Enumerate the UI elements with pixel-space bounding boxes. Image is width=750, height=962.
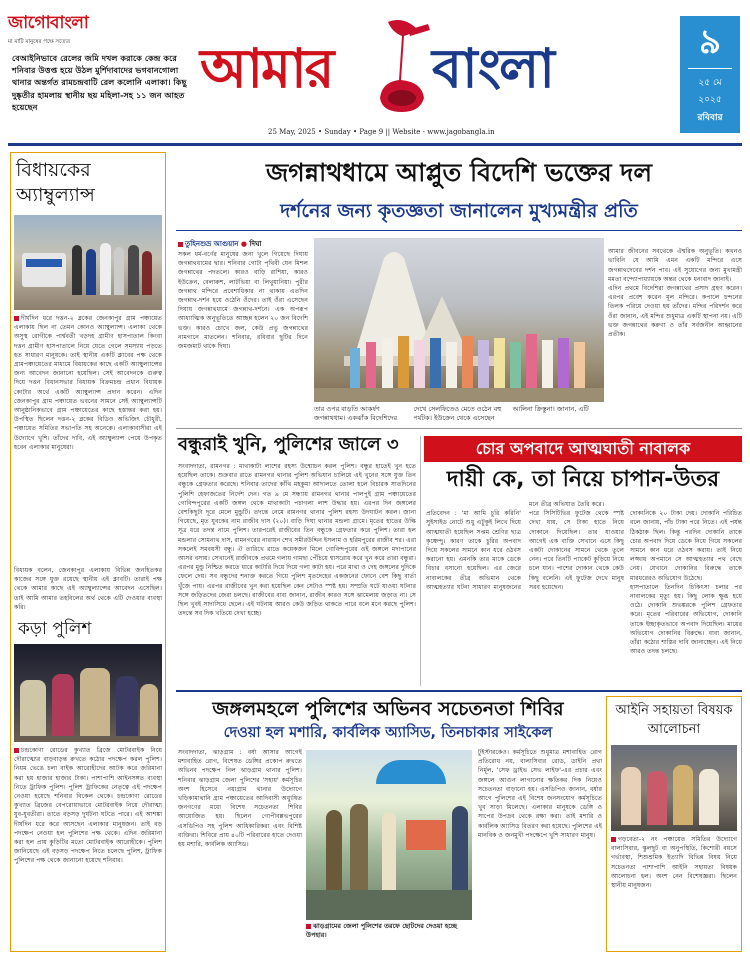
temple-photo (314, 238, 604, 402)
masthead-right-word: বাংলা (432, 36, 553, 100)
lead-body-left: সকল ধর্ম-বর্ণের মানুষের জন্য খুলে গিয়েছে দিঘায় জগন্নাথধামের দ্বার। শনিবার গোটা পৃথিবী যেন মিশল জগন্নাথের পদতলে। কারও বাড়ি রাশিয়া, কারও ইউক্রেন, বেলারুশ, লাটভিয়া বা লিথুয়ানিয়া। পুরীর জগন্নাথ মন্দিরে প্রবেশাধিকার না থাকায় এতদিন জগন্নাথ-দর্শন হয়ে ওঠেনি ওঁদের। তাই ওঁরা এসেছেন দিঘায় জগন্নাথধামে জগন্নাথ-দর্শনে। এক অপরূপ আধ্যাত্মিক অনুভূতিতে আচ্ছন্ন হলেন ২০ জন বিদেশি ভক্ত। কারও চোখে জল, কেউ প্রভু জগন্নাথের নামগানে মাতলেন। শনিবার, রবিবার ছুটির দিনে জমজমাট থাকে দিঘা। (178, 251, 308, 351)
brand-small-name: জাগোবাংলা (8, 13, 89, 33)
teaser-text: বেআইনিভাবে রেলের জমি দখল করাকে কেন্দ্র করে শনিবার উত্তপ্ত হয়ে উঠল মুর্শিদাবাদের ভগবানগোলা থানার অন্তর্গত রামচন্দ্রবাটি রেল কলোনি এলাকা। কিছু দুষ্কৃতীর হামলায় স্থানীয় ছয় মহিলা-সহ ১১ জন আহত হয়েছেন (12, 53, 187, 112)
legal-box (606, 696, 742, 952)
thief-kicker-band (424, 436, 742, 462)
thief-kicker: চোর অপবাদে আত্মঘাতী নাবালক (475, 439, 691, 458)
page-number: ৯ (698, 22, 722, 62)
date-text: ২৫ মে (698, 78, 722, 88)
lead-bottom-rule (176, 428, 742, 429)
ambulance-photo (14, 215, 162, 310)
legal-photo (611, 745, 737, 831)
lead-subhead: দর্শনের জন্য কৃতজ্ঞতা জানালেন মুখ্যমন্ত্রীর প্রতি (280, 200, 638, 222)
lead-body-right: আমার জীবনের সবথেকে ঐশ্বরিক অনুভূতি। কখনও ভাবিনি যে আমি এমন একটি মন্দিরে এসে জগন্নাথদেবের দর্শন পাব। এই সুযোগের জন্য মুখ্যমন্ত্রী মমতা বন্দ্যোপাধ্যায়কে অন্তর থেকে ধন্যবাদ জানাই। এদিন প্রথমে বিদেশিরা জগন্নাথের প্রসাদ গ্রহণ করেন। এরপর প্রবেশ করেন মূল মন্দিরে। কপালে চন্দনের তিলক পরিয়ে দেওয়া হয় তাঁদের। মন্দির পরিদর্শন করে ওঁরা জানান, এই মন্দির শুধুমাত্র একটি স্থাপনা নয়। এটি ভক্ত জগন্নাথের করুণা ও তাঁর সর্বজনীন আহ্বানের প্রতীক। (608, 248, 742, 339)
ektara-icon (368, 20, 438, 112)
thief-body-left: প্রতিবেদন : 'মা আমি চুরি করিনি' সুইসাইড নোটে শুধু এটুকুই লিখে দিয়ে আত্মঘাতী হয়েছিল সপ্তম শ্রেণির ছাত্র কৃষ্ণেন্দু। কারণ তাকে চুরির অপবাদ দিয়ে সকলের সামনে কান ধরে ওঠবস করানো হয়। এমনকি তার মাকে ডেকে বিচার বসানো হয়েছিল। এর জেরে নাবালকের তীব্র অভিমান থেকে আত্মহত্যার ঘটনা সাধারণ মানুষজনের মনে তীব্র অভিঘাত তৈরি করে। পরে সিসিটিভির ফুটেজ থেকে স্পষ্ট দেখা যায়, সে টাকা হাতে নিয়ে দোকানে দিয়েছিল। তার যাওয়ার আগেই এক ব্যক্তি সেখানে এসে কিছু একটা দোকানের সামনে থেকে তুলে নেন। পরে তিনটি প্যাকেট কুড়িয়ে নিয়ে চলে যান। পাশের দোকান থেকে কেউ কিছু বলেনি। এই ফুটেজ দেখে মানুষ সরব হয়েছেন। (426, 501, 624, 591)
temple-photo-caption: তার ওপর বাড়তি আকর্ষণ জগন্নাথধাম। একঝাঁক বিদেশিদের দেখে সেলফিতেও মেতে ওঠেন বহু পর্যটক। ইউক্রেন থেকে এসেছেন আলিনা ক্রিস্তুনা। জানান, এটি (314, 405, 589, 422)
legal-title: আইনি সহায়তা বিষয়ক আলোচনা (615, 703, 733, 737)
dateline: 25 May, 2025 • Sunday • Page 9 || Website - www.jagobangla.in (268, 128, 495, 136)
front-teaser[interactable] (12, 52, 187, 140)
masthead (200, 20, 660, 112)
lead-headline: জগন্নাথধামে আপ্লুত বিদেশি ভক্তের দল (265, 158, 653, 187)
thief-headline: দায়ী কে, তা নিয়ে চাপান-উতর (446, 467, 720, 492)
camp-subhead: দেওয়া হল মশারি, কার্বলিক অ্যাসিড, তিনচাকার সাইকেল (223, 725, 553, 741)
story-police-title: কড়া পুলিশ (18, 619, 92, 639)
camp-body-left: সংবাদদাতা, ঝাড়গ্রাম : বর্ষা আসার আগেই মশাবাহিত রোগ, বিশেষত ডেঙ্গির প্রকোপ রুখতে অভিনব পদক্ষেপ নিল ঝাড়গ্রাম থানার পুলিশ। শনিবার ঝাড়গ্রাম জেলা পুলিশের 'সহায়' কর্মসূচির অংশ হিসেবে নয়াগ্রাম থানার উদ্যোগে খড়িকামাথানি গ্রাম পঞ্চায়েতের আদিবাসী অধ্যুষিত জনগণের মধ্যে বিশেষ সচেতনতা শিবির আয়োজিত হয়। ছিলেন গোপীবল্লভপুরের এসডিপিও সহ পুলিশ আধিকারিকরা এবং বিশিষ্ট ব্যক্তিরা। শিবিরে প্রায় ৪০টি পরিবারের হাতে দেওয়া হয় মশারি, কার্বলিক অ্যাসিড। (178, 749, 302, 849)
brand-tagline: মা মাটি মানুষের পক্ষে সত্যের (8, 39, 71, 45)
story-ambulance-body-2: বিধায়ক বলেন, জেনকাপুর এলাকায় বিভিন্ন জনহিতকর কাজের সঙ্গে যুক্ত রয়েছে স্থানীয় এই ক্লাবটি। তারাই পক্ষ থেকে আমার কাছে এই অ্যাম্বুল্যান্সের আবেদন এসেছিল। তাই আমি আমার তহবিলের অর্থ থেকে এটি দেওয়ার ব্যবস্থা করি। (14, 567, 162, 611)
murder-body: সংবাদদাতা, রামনগর : মাথাকাটা লাশের রহস্য উন্মোচন করল পুলিশ। বন্ধুর হাতেই খুন হতে হয়েছিল তাকে। শুক্রবার রাতে রামনগর থানার পুলিশ অভিযান চালিয়ে এই খুনের সঙ্গে যুক্ত তিন বন্ধুকে গ্রেফতার করেছে। শনিবার তাদের কাঁথি মহকুমা আদালতে তোলা হলে বিচারক সাতদিনের পুলিশি হেফাজতের নির্দেশ দেন। গত ৯ মে সন্ধ্যায় রামনগর থানার পালপুই গ্রাম পঞ্চায়েতের গোবিন্দপুরের একটি জঙ্গল থেকে মাথাকাটা পচাগলা লাশ উদ্ধার হয়। এরপর দিন জঙ্গলের বেশকিছুটা দূরে মেলে মুন্ডুটি। তদন্তে নেমে রামনগর থানার পুলিশ রহস্য উদঘাটন করল। জানা গিয়েছে, মৃত যুবকের নাম রাজীব দাস (২০)। বাড়ি দিঘা থানার মন্ডলা গ্রামে। মৃতের হাতের উল্কি সূত্র ধরে তদন্ত নামে পুলিশ। তারপরেই রাজীবের তিন বন্ধুকে গ্রেফতার করে পুলিশ। তারা হল মন্ডলার সোমনাথ দাস, রামনগরের নারায়ন শেখ সমীরউদ্দিন ইসলাম ও হরিমপুরের রাজীব শর। এরা সকলেই সমবয়সী বন্ধু। ঐ তারিখে রাতে কয়েকজন মিলে গোবিন্দপুরের ওই জঙ্গলে মদ্যপানের আসর বসায়। সেখানেই রাজীবকে প্রথমে গলায় গামছা পেঁচিয়ে শ্বাসরোধ করে খুন করে তারা বন্ধুরা। এরপর মুন্ডু নিশ্চিত করতে ধারে কাটারি দিয়ে দিয়ে গলা কাটা হয়। পরে মাথা ও দেহ জঙ্গলের দুদিকে ফেলে দেয়। সব বন্ধুদের শনাক্ত করতে গিয়ে পুলিশ মৃতদেহের একজনের ফোনে বেশ কিছু বার্তা খুঁজে পায়। এরপর রাজীবের খুন করা হয়েছিল কেন সেটাও স্পষ্ট হয়। সম্প্রতি ঘটে যাওয়া ঘটনার সঙ্গে জড়িতদের জেরা চলছে। রাজীবের বাবা জানান, রাজীব কারও সঙ্গে ঝামেলায় জড়াত না। সে ছিল খুবই সাদাসিধে ছেলে। এই ঘটনায় আরও কেউ জড়িত থাকতে পারে বলে মনে করছে পুলিশ। তদন্তে সব দিক খতিয়ে দেখা হচ্ছে। (178, 463, 416, 618)
temple-illustration (314, 238, 604, 402)
bullet-icon (14, 316, 19, 321)
masthead-left-word: আমার (200, 36, 333, 100)
bullet-icon (611, 837, 616, 842)
legal-body: গড়বেতা-২ নং পঞ্চায়েত সমিতির উদ্যোগে বালাসিবার, স্কুলছুট বা অনুপস্থিতি, কিশোরী বয়সে গর্ভাবস্থা, শিশুশ্রমিক ইত্যাদি বিভিন্ন বিষয় নিয়ে সচেতনতা পাশাপাশি আইনি সহায়তা বিষয়ক আলোচনা হল। অংশ নেন বিশেষজ্ঞরা। ছিলেন স্থানীয় মানুষজন। (611, 836, 737, 890)
lead-sub-rule (176, 230, 742, 231)
date-box (680, 16, 740, 133)
camp-headline: জঙ্গলমহলে পুলিশের অভিনব সচেতনতা শিবির (212, 698, 564, 720)
camp-photo-caption: ঝাড়গ্রামের জেলা পুলিশের তরফে ছোটদের দেওয়া হচ্ছে উপহার। (306, 922, 458, 939)
story-ambulance-title: বিধায়কের অ্যাম্বুল্যান্স (16, 159, 95, 206)
camp-body-right: টুইস্টারকেও। কর্মসূচিতে শুধুমাত্র মশাবাহিত রোগ প্রতিরোধ নয়, বালাসিবার রোড, ডাইনি প্রথা নির্মূল, 'সেফ ড্রাইভ সেভ লাইফ'-এর প্রচার এবং জঙ্গলে আগুন লাগানোর ক্ষতিকর দিক নিয়েও সচেতনতা বাড়ানো হয়। এসডিপিও জানান, বর্ষার আগে পুলিশের এই বিশেষ জনসংযোগ কর্মসূচিতে খুব সাড়া মিলেছে। এলাকার মানুষকে ডেঙ্গি ও সাপের উপদ্রব থেকে রক্ষা করা। তাই মশারি ও কার্বলিক অ্যাসিড বিতরণ করা হয়েছে। পুলিশের এই মানবিক ও জনমুখী পদক্ষেপে খুশি সাধারণ মানুষ। (478, 749, 602, 839)
police-photo (14, 644, 162, 742)
lead-byline: তুহিনশুভ্র আগুয়ান ● দিঘা (178, 238, 261, 250)
day-text: রবিবার (697, 113, 723, 123)
thief-body-right: দোকানিকে ২০ টাকা দেয়। দোকানি পরিচিত বলে জানায়, পাঁচ টাকা পরে নিতে। এই পর্যন্ত ঠিকঠাক ছিল। কিন্তু পরদিন দোকানি তাকে চোর অপবাদ দিয়ে ডেকে নিয়ে গিয়ে সকলের সামনে কান ধরে ওঠবস করায়। তাই নিয়ে লজ্জায় অপমানে সে আত্মহত্যার পথ বেছে নেয়। যেখানে দোকানির বিরুদ্ধে তাকে মারধরেরও অভিযোগ উঠেছে। হাসপাতালে তিনদিন চিকিৎসা চলার পর নাবালকের মৃত্যু হয়। কিছু লোক ক্ষুব্ধ হয়ে ওঠে। দোকানি শুভঙ্করকে পুলিশ গ্রেফতার করে। মৃতের পরিবারের অভিযোগ, দোকানি তাকে ইচ্ছাকৃতভাবে অপবাদ দিয়েছিল। মায়ের অভিযোগ দোকানির বিরুদ্ধে। বাবা জানান, তাঁরা কঠোর শাস্তির দাবি জানাচ্ছেন। এই নিয়ে আরও তদন্ত চলছে। (630, 510, 742, 656)
mid-rule (176, 690, 742, 692)
bullet-icon (14, 748, 19, 753)
header-rule (8, 143, 742, 146)
camp-photo (306, 750, 472, 920)
year-text: ২০২৫ (698, 95, 722, 105)
story-police-body: চন্দ্রকোণা রোডের কুখ্যাত ব্রিজে মোটরবাইক নিয়ে দৌরাত্ম্যের বাড়বাড়ন্ত রুখতে কঠোর পদক্ষেপ করল পুলিশ। নিয়ম ভেঙে চলা বাইক আরোহীদের আটক করে জরিমানা করা হয় হাজার হাজার টাকা। পাশাপাশি আইনসঙ্গত ব্যবস্থা নিতে ট্রাফিক পুলিশ। পুলিশ ট্রাফিকের নেতৃত্বে এই পদক্ষেপ নেওয়া হয়েছে শনিবার বিকেল থেকে। চন্দ্রকোণা রোডের কুখ্যাত ব্রিজের বেপরোয়াভাবে মোটরবাইক নিয়ে দৌরাত্ম্য যুব-যুবতীরা। তাতে বড়সড় দুর্ঘটনা ঘটতে পারে। এই আশঙ্কা দীর্ঘদিন ধরে করে আসছেন এলাকার মানুষজন। তাই বড় পদক্ষেপ নেওয়া হল পুলিশের পক্ষ থেকে। এদিন জরিমানা করা হল প্রায় কুড়িটির মতো মোটরবাইক আরোহীকে। পুলিশ জানিয়েছে এই বড়সড় পদক্ষেপ নিতে চলেছে পুলিশ, ট্রাফিক পুলিশের পক্ষ থেকে জানানো হয়েছে শনিবার। (14, 747, 162, 865)
murder-headline: বন্ধুরাই খুনি, পুলিশের জালে ৩ (178, 434, 399, 455)
story-ambulance-body: দীর্ঘদিন ধরে দত্তন-২ ব্লকের জেনকাপুর গ্রাম পঞ্চায়েত এলাকায় ছিল না তেমন কোনও অ্যাম্বুল্যান্স। এলাকা থেকে অসুস্থ রোগীকে পার্শ্ববর্তী খড়দহ গ্রামীণ হাসপাতাল কিংবা দত্তন গ্রামীণ হাসপাতালে নিয়ে যেতে গেলে সমস্যায় পড়তে হত সাধারণ মানুষকে। তাই স্থানীয় একটি ক্লাবের পক্ষ থেকে গ্রামপঞ্চায়েতের মাধ্যমে বিধায়কের কাছে একটি অ্যাম্বুল্যান্সের জন্য আবেদন জানানো হয়েছিল। সেই আবেদনকে গুরুত্ব দিয়ে দত্তন বিধানসভার বিধায়ক বিক্রমচন্দ্র প্রধান বিধায়ক কোটার অর্থে একটি অ্যাম্বুল্যান্স প্রদান করেন। এদিন জেনকাপুর গ্রাম পঞ্চায়েত ভবনের সামনে সেই অ্যাম্বুল্যান্সটি আনুষ্ঠানিকভাবে গ্রাম পঞ্চায়েতের কাছে হস্তান্তর করা হয়। উপস্থিত ছিলেন দত্তন-২ ব্লকের বিডিও অভিজিৎ চৌধুরী, পঞ্চায়েত সমিতির সভাপতি সহ অনেকে। এলাকাবাসীরা এই উদ্যোগে খুশি। তাঁদের দাবি, এই অ্যাম্বুল্যান্স পেয়ে উপকৃত হবেন এলাকার মানুষেরা। (14, 315, 162, 451)
bullet-icon (306, 924, 311, 929)
bullet-icon (178, 242, 183, 247)
brand-logo (8, 10, 128, 44)
murder-divider (420, 436, 421, 686)
